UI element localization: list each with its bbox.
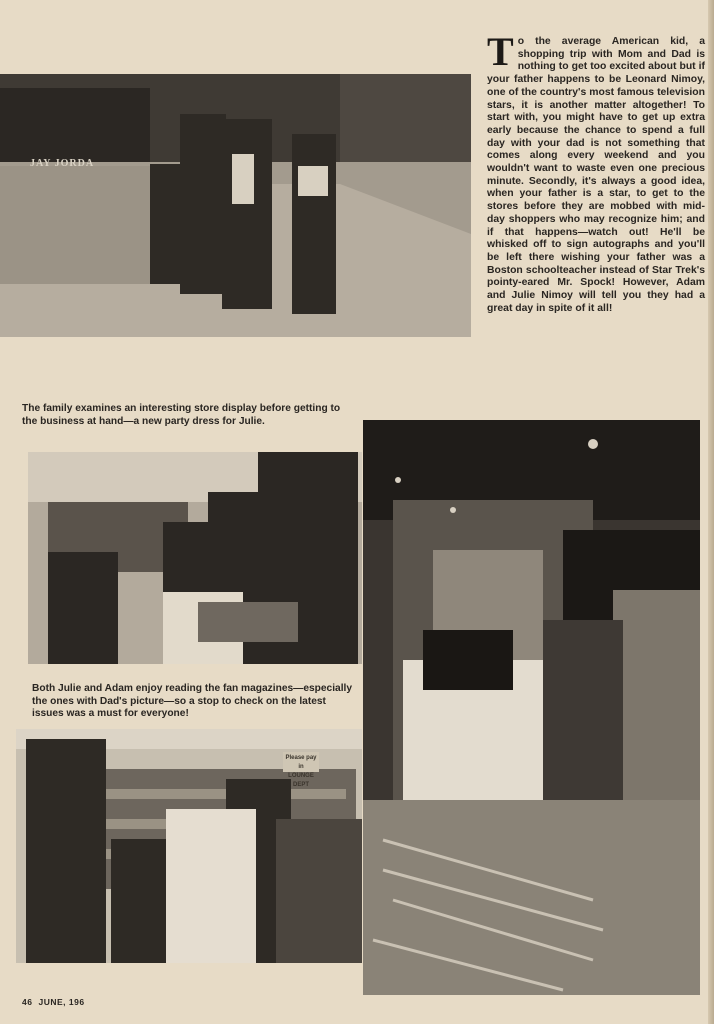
photo-family-walking	[0, 74, 471, 337]
drop-cap: T	[487, 29, 514, 74]
page-number: 46	[22, 997, 33, 1007]
page-folio	[22, 997, 91, 1007]
caption-magazines: Both Julie and Adam enjoy reading the fan magazines—especially the ones with Dad's picture—so a stop to check on the latest issues was a must for everyone!	[32, 683, 353, 720]
shelf-sign	[283, 752, 319, 788]
store-sign-text: JAY JORDA	[30, 158, 95, 169]
issue-date: JUNE, 196	[38, 997, 85, 1007]
shelf-sign-line2: LOUNGE DEPT	[288, 773, 314, 788]
page-edge	[708, 0, 714, 1024]
photo-magazine-rack	[16, 729, 362, 963]
photo-store-display	[28, 452, 362, 664]
article-text: o the average American kid, a shopping trip with Mom and Dad is nothing to get too excited about but if your father happens to be Leonard Nimoy, one of the country's most famous television stars, it is another matter altogether! To start with, you might have to get up extra early because the chance to spend a full day with your dad is not something that comes along every weekend and you wouldn't want to waste even one precious minute. Secondly, it's always a good idea, when your father is a star, to get to the stores before they are mobbed with mid-day shoppers who may recognize him; and if that happens—watch out! He'll be whisked off to sign autographs and you'll be left there wishing your father was a Boston schoolteacher instead of Star Trek's pointy-eared Mr. Spock! However, Adam and Julie Nimoy will tell you they had a great day in spite of it all!	[487, 36, 705, 314]
article-body	[487, 29, 705, 315]
caption-store-display: The family examines an interesting store display before getting to the business at hand—a new party dress for Julie.	[22, 403, 341, 427]
shelf-sign-line1: Please pay in	[285, 755, 317, 770]
photo-dress-shopping	[363, 420, 700, 995]
